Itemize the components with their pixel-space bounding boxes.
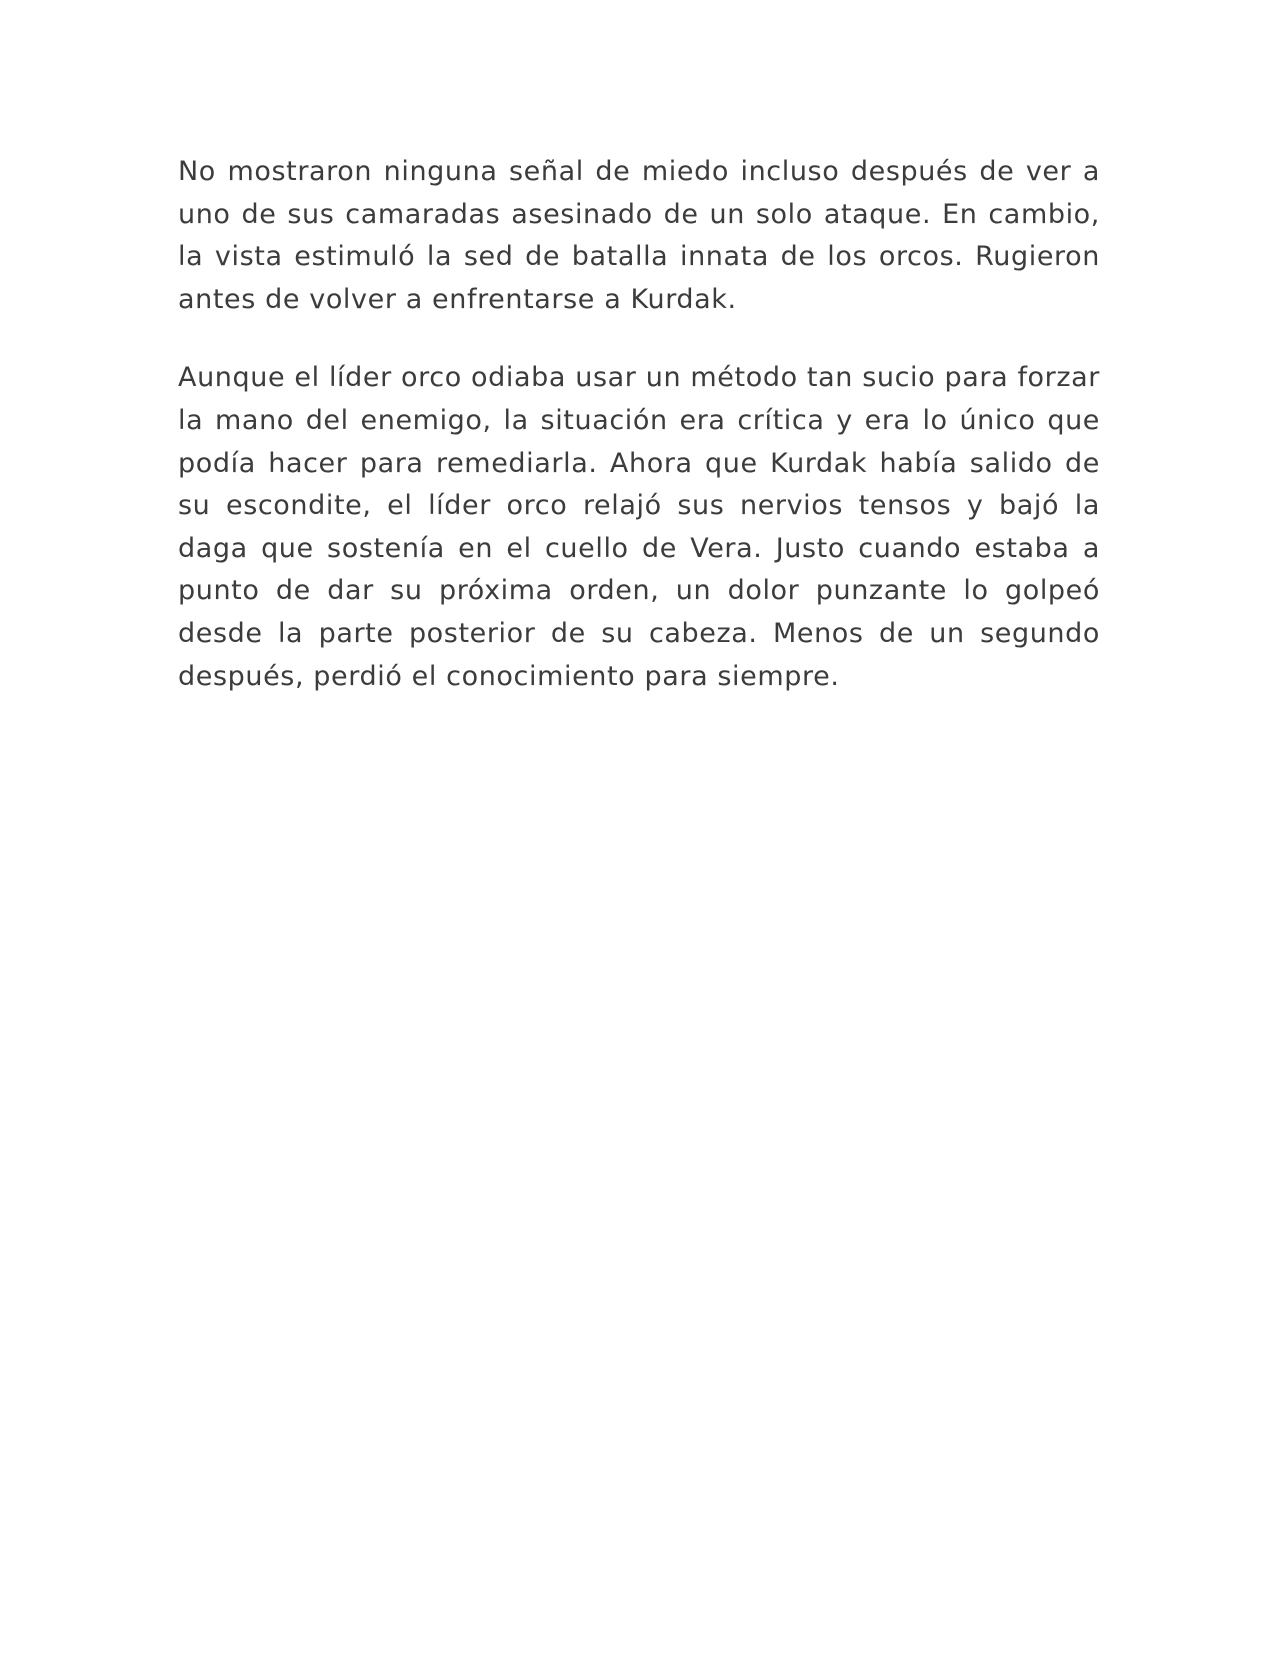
document-body <box>178 151 1100 734</box>
paragraph-2: Aunque el líder orco odiaba usar un método tan sucio para forzar la mano del enemigo, la situación era crítica y era lo único que podía hacer para remediarla. Ahora que Kurdak había salido de su escondite, el líder orco relajó sus nervios tensos y bajó la daga que sostenía en el cuello de Vera. Justo cuando estaba a punto de dar su próxima orden, un dolor punzante lo golpeó desde la parte posterior de su cabeza. Menos de un segundo después, perdió el conocimiento para siempre. <box>178 362 1100 692</box>
paragraph-1: No mostraron ninguna señal de miedo incluso después de ver a uno de sus camaradas asesinado de un solo ataque. En cambio, la vista estimuló la sed de batalla innata de los orcos. Rugieron antes de volver a enfrentarse a Kurdak. <box>178 156 1100 315</box>
